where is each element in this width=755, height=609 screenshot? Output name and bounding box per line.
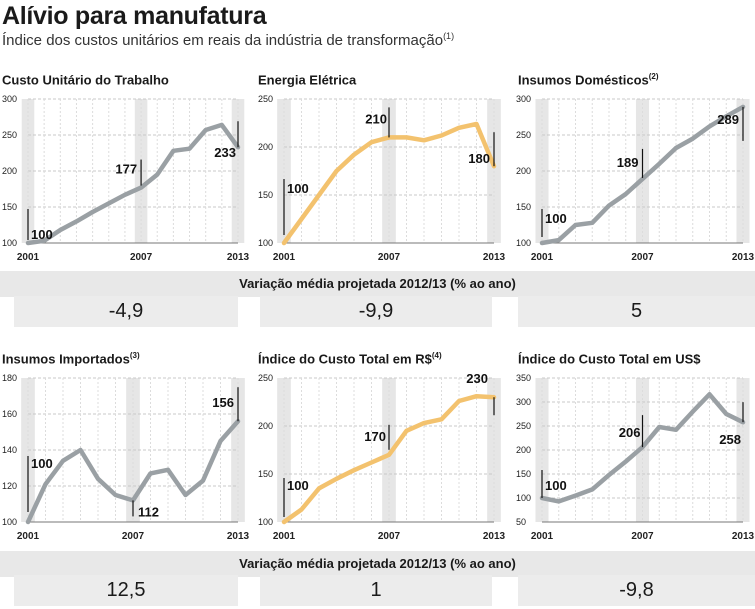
projection-label-bottom: Variação média projetada 2012/13 (% ao ano) [0, 551, 755, 577]
x-tick-label: 2007 [377, 252, 401, 263]
data-label: 100 [545, 478, 567, 493]
y-tick-label: 150 [258, 190, 274, 200]
data-label: 100 [545, 211, 567, 226]
main-subtitle [2, 31, 454, 49]
subtitle-text: Índice dos custos unitários em reais da indústria de transformação [2, 32, 444, 49]
y-tick-label: 100 [516, 493, 532, 503]
panel-title-text: Índice do Custo Total em R$ [258, 351, 432, 367]
x-tick-label: 2007 [631, 252, 654, 263]
projection-value-energia: -9,9 [260, 296, 492, 327]
y-tick-label: 120 [2, 481, 18, 491]
panel-title-text: Insumos Domésticos [518, 72, 649, 88]
y-tick-label: 200 [516, 445, 532, 455]
y-tick-label: 300 [516, 397, 532, 407]
y-tick-label: 100 [258, 238, 274, 248]
x-tick-label: 2013 [482, 252, 506, 263]
projection-value-custo-dolar: -9,8 [518, 575, 755, 606]
data-label: 180 [468, 151, 490, 167]
panel-title-domesticos [518, 72, 659, 87]
y-tick-label: 200 [258, 421, 274, 431]
y-tick-label: 150 [258, 469, 274, 479]
projection-value-importados: 12,5 [14, 575, 238, 606]
x-tick-label: 2013 [226, 531, 250, 542]
y-tick-label: 250 [516, 421, 532, 431]
panel-title-energia [258, 72, 356, 87]
y-tick-label: 50 [516, 517, 527, 527]
y-tick-label: 140 [2, 445, 18, 455]
chart-trabalho [0, 93, 250, 268]
data-label: 258 [719, 432, 741, 448]
y-tick-label: 350 [516, 373, 532, 383]
data-label: 100 [287, 181, 309, 196]
y-tick-label: 300 [516, 94, 532, 104]
panel-title-custo-dolar [518, 351, 701, 366]
data-label: 177 [115, 161, 138, 177]
panel-title-text: Insumos Importados [2, 351, 130, 367]
x-tick-label: 2013 [731, 531, 755, 542]
projection-label-top: Variação média projetada 2012/13 (% ao ano) [0, 271, 755, 297]
y-tick-label: 160 [2, 409, 18, 419]
y-tick-label: 250 [258, 373, 274, 383]
y-tick-label: 250 [258, 94, 274, 104]
chart-importados [0, 372, 250, 547]
x-tick-label: 2001 [16, 531, 40, 542]
y-tick-label: 200 [2, 166, 18, 176]
x-tick-label: 2007 [121, 531, 145, 542]
data-label: 233 [214, 145, 236, 161]
x-tick-label: 2007 [129, 252, 153, 263]
chart-domesticos [514, 93, 755, 268]
x-tick-label: 2001 [16, 252, 40, 263]
data-label: 230 [466, 371, 488, 387]
panel-title-note: (2) [648, 72, 659, 81]
x-tick-label: 2007 [631, 531, 654, 542]
y-tick-label: 300 [2, 94, 18, 104]
x-tick-label: 2013 [731, 252, 755, 263]
x-tick-label: 2013 [482, 531, 506, 542]
x-tick-label: 2001 [272, 252, 296, 263]
y-tick-label: 100 [2, 517, 18, 527]
panel-title-custo-reais [258, 351, 442, 366]
data-label: 189 [616, 154, 639, 170]
y-tick-label: 150 [516, 469, 532, 479]
x-tick-label: 2001 [530, 252, 554, 263]
projection-value-custo-reais: 1 [260, 575, 492, 606]
data-label: 100 [31, 456, 53, 471]
y-tick-label: 200 [516, 166, 532, 176]
panel-title-note: (4) [431, 351, 442, 360]
projection-value-trabalho: -4,9 [14, 296, 238, 327]
data-label: 206 [618, 425, 641, 441]
data-label: 170 [364, 428, 386, 444]
y-tick-label: 150 [516, 202, 532, 212]
chart-custo-reais [256, 372, 506, 547]
x-tick-label: 2001 [272, 531, 296, 542]
x-tick-label: 2007 [377, 531, 401, 542]
data-label: 100 [287, 478, 309, 493]
chart-energia [256, 93, 506, 268]
projection-value-domesticos: 5 [518, 296, 755, 327]
x-tick-label: 2001 [530, 531, 554, 542]
x-tick-label: 2013 [226, 252, 250, 263]
y-tick-label: 200 [258, 142, 274, 152]
y-tick-label: 100 [516, 238, 532, 248]
y-tick-label: 100 [258, 517, 274, 527]
chart-custo-dolar [514, 372, 755, 547]
panel-title-importados [2, 351, 140, 366]
panel-title-text: Custo Unitário do Trabalho [2, 72, 169, 88]
data-label: 210 [365, 111, 387, 127]
panel-title-trabalho [2, 72, 169, 87]
panel-title-text: Índice do Custo Total em US$ [518, 351, 701, 367]
y-tick-label: 250 [2, 130, 18, 140]
data-label: 289 [717, 111, 739, 127]
series-line [28, 125, 238, 243]
y-tick-label: 180 [2, 373, 18, 383]
y-tick-label: 100 [2, 238, 18, 248]
data-label: 112 [138, 504, 159, 520]
data-label: 100 [31, 227, 53, 242]
panel-title-text: Energia Elétrica [258, 72, 357, 88]
subtitle-note: (1) [443, 31, 455, 41]
data-label: 156 [212, 395, 234, 411]
main-title: Alívio para manufatura [2, 2, 267, 30]
y-tick-label: 250 [516, 130, 532, 140]
panel-title-note: (3) [129, 351, 140, 360]
y-tick-label: 150 [2, 202, 18, 212]
